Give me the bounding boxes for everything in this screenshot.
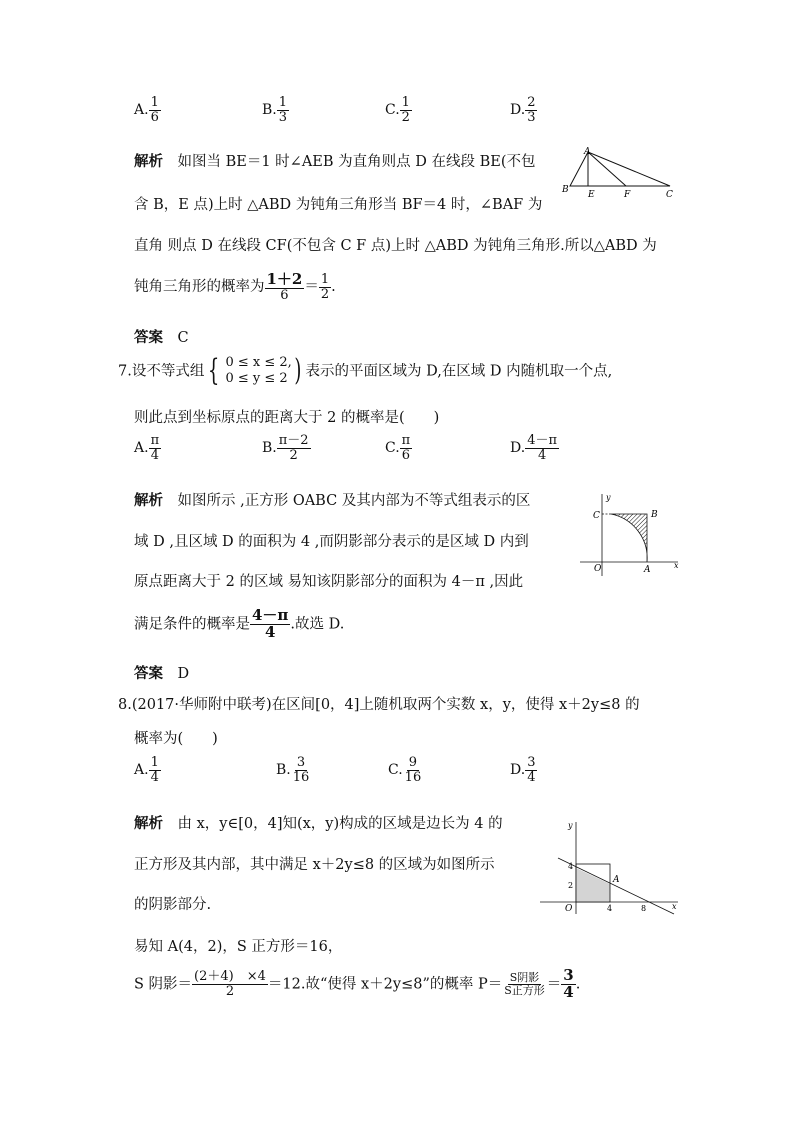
q6-fig-label-a: A [584, 147, 591, 157]
q6-fig-label-f: F [624, 190, 631, 200]
q6-answer: 答案 C [134, 329, 189, 346]
q8-fig-label-x: x [672, 902, 677, 911]
q8-fig-tick-y2: 2 [568, 881, 574, 890]
q6-fig-label-b: B [562, 185, 569, 195]
q6-option-b: B. $\frac{1}{3}$ [262, 95, 288, 125]
q8-option-b: B. $\frac{3}{16}$ [276, 755, 310, 785]
q6-triangle-figure [560, 146, 680, 204]
q6-option-c: C. $\frac{1}{2}$ [385, 95, 410, 125]
q8-option-d: D. $\frac{3}{4}$ [510, 755, 536, 785]
q7-quarter-circle-figure [578, 488, 682, 578]
q8-square-region-figure [538, 816, 682, 920]
q7-fig-label-x: x [674, 561, 679, 570]
q6-solution-line2: 含 B，E 点)上时 △ABD 为钝角三角形当 BF＝4 时，∠BAF 为 [134, 197, 543, 213]
q8-option-c: C. $\frac{9}{16}$ [388, 755, 422, 785]
q8-solution-line2: 正方形及其内部，其中满足 x＋2y≤8 的区域为如图所示 [134, 857, 495, 873]
q7-fig-label-o: O [594, 564, 602, 574]
q6-solution-line4: 钝角三角形的概率为 $\frac{1+2}{6}$ ＝ $\frac{1}{2}$ . [134, 270, 336, 303]
q7-solution-line4: 满足条件的概率是 $\frac{4-\pi}{4}$ .故选 D. [134, 606, 345, 641]
q8-solution-line5: S 阴影＝ $\frac{(2+4) \times 4}{2}$ ＝12.故“使得 x＋2y≤8”的概率 P＝ $\frac{\text{S阴影}}{\text{S正方形}}$ ＝ $\frac{3}{4}$ . [134, 966, 581, 1001]
q6-fig-label-e: E [588, 190, 595, 200]
q7-option-d: D. $\frac{4-\pi}{4}$ [510, 433, 558, 463]
q6-option-a: A. $\frac{1}{6}$ [134, 95, 159, 125]
q7-fig-label-c: C [593, 511, 600, 521]
q7-option-b: B. $\frac{\pi-2}{2}$ [262, 433, 309, 463]
q8-solution-line4: 易知 A(4，2)，S 正方形＝16， [134, 939, 343, 955]
q7-solution-line1: 解析 如图所示 ,正方形 OABC 及其内部为不等式组表示的区 [134, 492, 531, 509]
q6-fig-label-c: C [666, 190, 673, 200]
q8-fig-tick-x8: 8 [641, 904, 647, 913]
q7-option-a: A. $\frac{\pi}{4}$ [134, 433, 160, 463]
q7-fig-label-a: A [644, 565, 651, 575]
q8-option-a: A. $\frac{1}{4}$ [134, 755, 159, 785]
q8-stem-line1: 8.(2017·华师附中联考)在区间[0，4]上随机取两个实数 x，y，使得 x＋2y≤8 的 [118, 697, 640, 713]
q7-fig-label-y: y [606, 493, 611, 502]
q7-fig-label-b: B [651, 510, 658, 520]
q7-option-c: C. $\frac{\pi}{6}$ [385, 433, 411, 463]
q6-option-d: D. $\frac{2}{3}$ [510, 95, 536, 125]
q7-stem-line2: 则此点到坐标原点的距离大于 2 的概率是( ) [134, 410, 440, 426]
q7-solution-line3: 原点距离大于 2 的区域 易知该阴影部分的面积为 4－π ,因此 [134, 574, 524, 590]
q7-solution-line2: 域 D ,且区域 D 的面积为 4 ,而阴影部分表示的是区域 D 内到 [134, 534, 529, 550]
q8-solution-line3: 的阴影部分. [134, 897, 212, 913]
q8-fig-tick-x4: 4 [607, 904, 613, 913]
q7-answer: 答案 D [134, 665, 190, 682]
q7-stem-line1: 7.设不等式组 { 0 ≤ x ≤ 2, 0 ≤ y ≤ 2 ) 表示的平面区域为 D,在区域 D 内随机取一个点, [118, 353, 613, 389]
q6-solution-line1: 解析 如图当 BE＝1 时∠AEB 为直角则点 D 在线段 BE(不包 [134, 153, 536, 170]
q8-fig-tick-y4: 4 [568, 862, 574, 871]
q8-stem-line2: 概率为( ) [134, 731, 218, 747]
q8-fig-label-y: y [568, 821, 573, 830]
q6-solution-line3: 直角 则点 D 在线段 CF(不包含 C F 点)上时 △ABD 为钝角三角形.所以△ABD 为 [134, 238, 657, 254]
q8-fig-label-a: A [613, 875, 620, 885]
q8-fig-label-o: O [565, 904, 573, 914]
q8-solution-line1: 解析 由 x，y∈[0，4]知(x，y)构成的区域是边长为 4 的 [134, 815, 503, 832]
